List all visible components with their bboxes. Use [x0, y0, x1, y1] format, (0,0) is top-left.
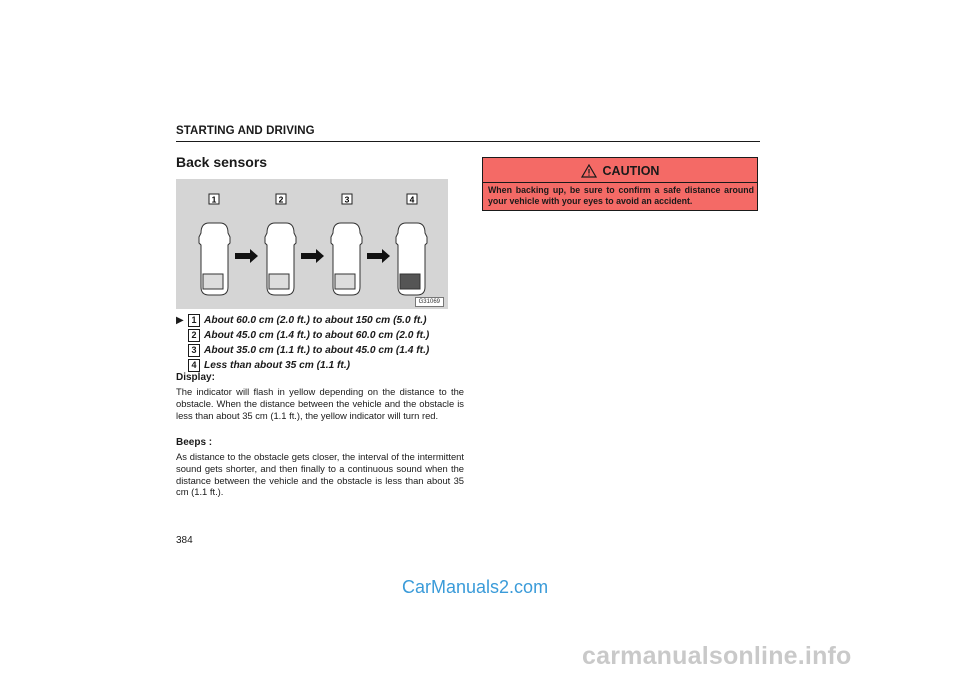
- caution-header: [483, 161, 757, 181]
- car-outline-1: [199, 223, 230, 295]
- step-label-4: [407, 194, 417, 205]
- step-label-1: [209, 194, 219, 205]
- arrow-icon-3: [367, 249, 390, 263]
- arrow-icon-2: [301, 249, 324, 263]
- car-outline-2: [265, 223, 296, 295]
- caution-box: [482, 157, 758, 211]
- sensor-diagram-svg: [176, 179, 448, 309]
- sensor-diagram: [176, 179, 448, 309]
- step-num-3: 3: [344, 194, 350, 205]
- header-rule: [176, 141, 760, 142]
- beeps-description: As distance to the obstacle gets closer, the interval of the intermittent sound gets shorter, and then finally to a continuous sound when the distance between the vehicle and the obstacle is less than about 35 cm (1.1 ft.).: [176, 451, 464, 498]
- range-item: [176, 328, 466, 342]
- step-num-4: 4: [409, 194, 415, 205]
- caution-title: CAUTION: [602, 164, 660, 178]
- beeps-label: Beeps :: [176, 437, 213, 448]
- watermark-link[interactable]: CarManuals2.com: [402, 577, 549, 597]
- warning-triangle-icon: [581, 164, 597, 178]
- range-number: 3: [188, 344, 200, 357]
- step-num-1: 1: [211, 194, 217, 205]
- range-number: 4: [188, 359, 200, 372]
- watermark-text: carmanualsonline.info: [582, 642, 852, 670]
- range-text: About 60.0 cm (2.0 ft.) to about 150 cm (5.0 ft.): [204, 314, 427, 326]
- range-number: 2: [188, 329, 200, 342]
- pointer-icon: ▶: [176, 314, 184, 326]
- page-subheading: Back sensors: [176, 154, 268, 170]
- section-title: STARTING AND DRIVING: [176, 125, 315, 137]
- range-item: [176, 343, 466, 357]
- step-label-3: [342, 194, 352, 205]
- page-number: 384: [176, 535, 193, 546]
- range-text: About 35.0 cm (1.1 ft.) to about 45.0 cm (1.4 ft.): [204, 344, 430, 356]
- range-item: [176, 358, 466, 372]
- display-description: The indicator will flash in yellow depending on the distance to the obstacle. When the distance between the vehicle and the obstacle is less than about 35 cm (1.1 ft.), the yellow indicator will turn red.: [176, 386, 464, 421]
- arrow-icon-1: [235, 249, 258, 263]
- caution-text: When backing up, be sure to confirm a safe distance around your vehicle with your eyes to avoid an accident.: [488, 185, 754, 206]
- step-label-2: [276, 194, 286, 205]
- range-number: 1: [188, 314, 200, 327]
- range-item: [176, 313, 466, 327]
- car-outline-3: [331, 223, 362, 295]
- figure-code: G31069: [415, 297, 444, 307]
- car-outline-4: [396, 223, 427, 295]
- distance-range-list: [176, 313, 466, 373]
- step-num-2: 2: [278, 194, 284, 205]
- range-text: About 45.0 cm (1.4 ft.) to about 60.0 cm (2.0 ft.): [204, 329, 430, 341]
- range-text: Less than about 35 cm (1.1 ft.): [204, 359, 351, 371]
- display-label: Display:: [176, 372, 215, 383]
- caution-divider: [483, 182, 757, 183]
